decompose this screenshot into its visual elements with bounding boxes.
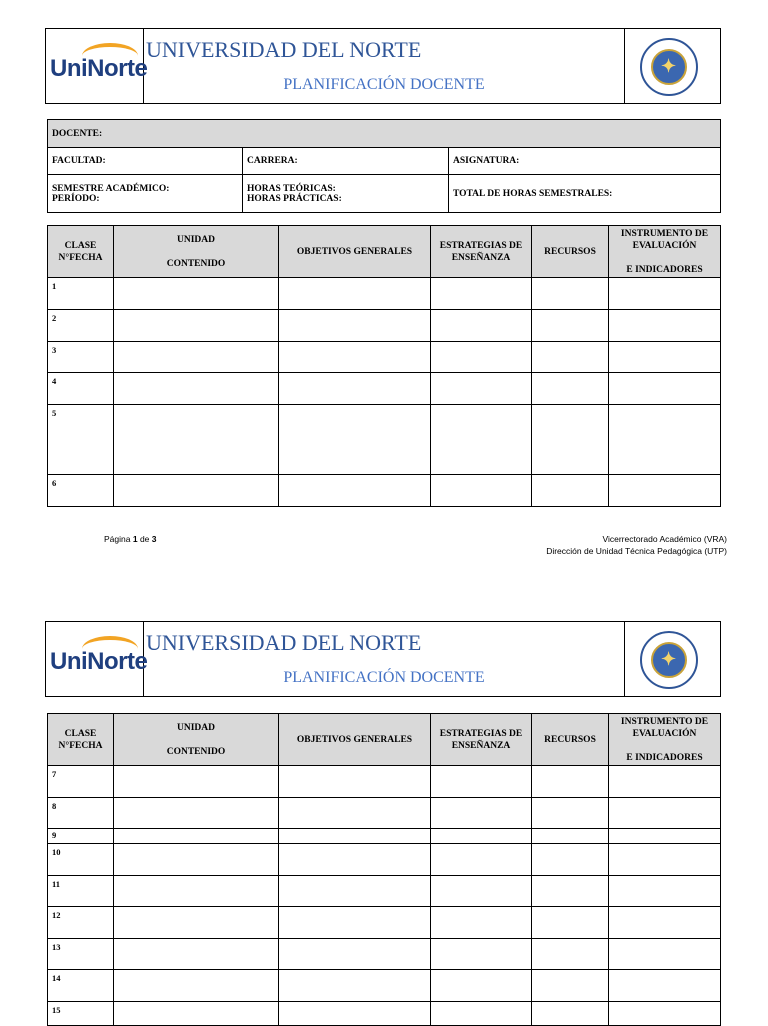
table-row: [48, 798, 721, 829]
row-number: 4: [48, 373, 114, 405]
document-subtitle: PLANIFICACIÓN DOCENTE: [283, 76, 485, 93]
horas-teoricas-label: HORAS TEÓRICAS:: [247, 183, 336, 194]
col-estrategias: ESTRATEGIAS DE ENSEÑANZA: [431, 714, 532, 766]
col-recursos: RECURSOS: [532, 226, 609, 278]
table-row: [48, 766, 721, 798]
row-number: 14: [48, 970, 114, 1002]
row-number: 9: [48, 829, 114, 844]
carrera-field[interactable]: CARRERA:: [243, 148, 449, 175]
asignatura-field[interactable]: ASIGNATURA:: [449, 148, 721, 175]
uninorte-logo: [46, 622, 148, 696]
row-number: 12: [48, 907, 114, 939]
footer-utp: Dirección de Unidad Técnica Pedagógica (UTP): [546, 546, 727, 556]
info-table: [47, 119, 721, 213]
col-clase: CLASE N°FECHA: [48, 226, 114, 278]
row-number: 8: [48, 798, 114, 829]
docente-field[interactable]: DOCENTE:: [48, 120, 721, 148]
footer-vra: Vicerrectorado Académico (VRA): [602, 534, 727, 544]
uninorte-logo: [46, 29, 148, 103]
row-number: 2: [48, 310, 114, 342]
seal-icon: ✦: [640, 38, 698, 96]
total-horas-field[interactable]: TOTAL DE HORAS SEMESTRALES:: [449, 175, 721, 213]
table-row: [48, 844, 721, 876]
col-unidad: UNIDAD CONTENIDO: [114, 226, 279, 278]
footer-department: [546, 533, 727, 557]
table-row: [48, 970, 721, 1002]
seal-icon: ✦: [640, 631, 698, 689]
col-clase: CLASE N°FECHA: [48, 714, 114, 766]
university-seal: [624, 622, 720, 696]
table-row: [48, 342, 721, 373]
horas-practicas-label: HORAS PRÁCTICAS:: [247, 193, 342, 204]
col-instrumento: INSTRUMENTO DE EVALUACIÓN E INDICADORES: [609, 226, 721, 278]
col-objetivos: OBJETIVOS GENERALES: [279, 714, 431, 766]
semestre-label: SEMESTRE ACADÉMICO:: [52, 183, 170, 194]
table-row: [48, 278, 721, 310]
col-objetivos: OBJETIVOS GENERALES: [279, 226, 431, 278]
col-estrategias: ESTRATEGIAS DE ENSEÑANZA: [431, 226, 532, 278]
logo-text: UniNorte: [50, 648, 148, 675]
table-row: [48, 373, 721, 405]
header-titles: [144, 29, 624, 103]
table-row: [48, 475, 721, 507]
planning-table-2: [47, 713, 721, 1026]
table-row: [48, 939, 721, 970]
table-row: [48, 405, 721, 475]
university-title: UNIVERSIDAD DEL NORTE: [146, 37, 422, 62]
col-instrumento: INSTRUMENTO DE EVALUACIÓN E INDICADORES: [609, 714, 721, 766]
horas-field[interactable]: [243, 175, 449, 213]
col-unidad: UNIDAD CONTENIDO: [114, 714, 279, 766]
table-row: [48, 907, 721, 939]
col-recursos: RECURSOS: [532, 714, 609, 766]
row-number: 1: [48, 278, 114, 310]
page-header: [45, 621, 721, 697]
page-number: Página 1 de 3: [104, 534, 157, 544]
planning-table-1: [47, 225, 721, 507]
table-row: [48, 310, 721, 342]
facultad-field[interactable]: FACULTAD:: [48, 148, 243, 175]
document-subtitle: PLANIFICACIÓN DOCENTE: [283, 669, 485, 686]
header-titles: [144, 622, 624, 696]
table-row: [48, 829, 721, 844]
table-row: [48, 1002, 721, 1026]
table-row: [48, 876, 721, 907]
row-number: 3: [48, 342, 114, 373]
row-number: 6: [48, 475, 114, 507]
row-number: 5: [48, 405, 114, 475]
row-number: 11: [48, 876, 114, 907]
university-title: UNIVERSIDAD DEL NORTE: [146, 630, 422, 655]
semestre-field[interactable]: [48, 175, 243, 213]
page-header: [45, 28, 721, 104]
logo-text: UniNorte: [50, 55, 148, 82]
row-number: 15: [48, 1002, 114, 1026]
university-seal: [624, 29, 720, 103]
row-number: 13: [48, 939, 114, 970]
row-number: 10: [48, 844, 114, 876]
periodo-label: PERÍODO:: [52, 193, 100, 204]
row-number: 7: [48, 766, 114, 798]
